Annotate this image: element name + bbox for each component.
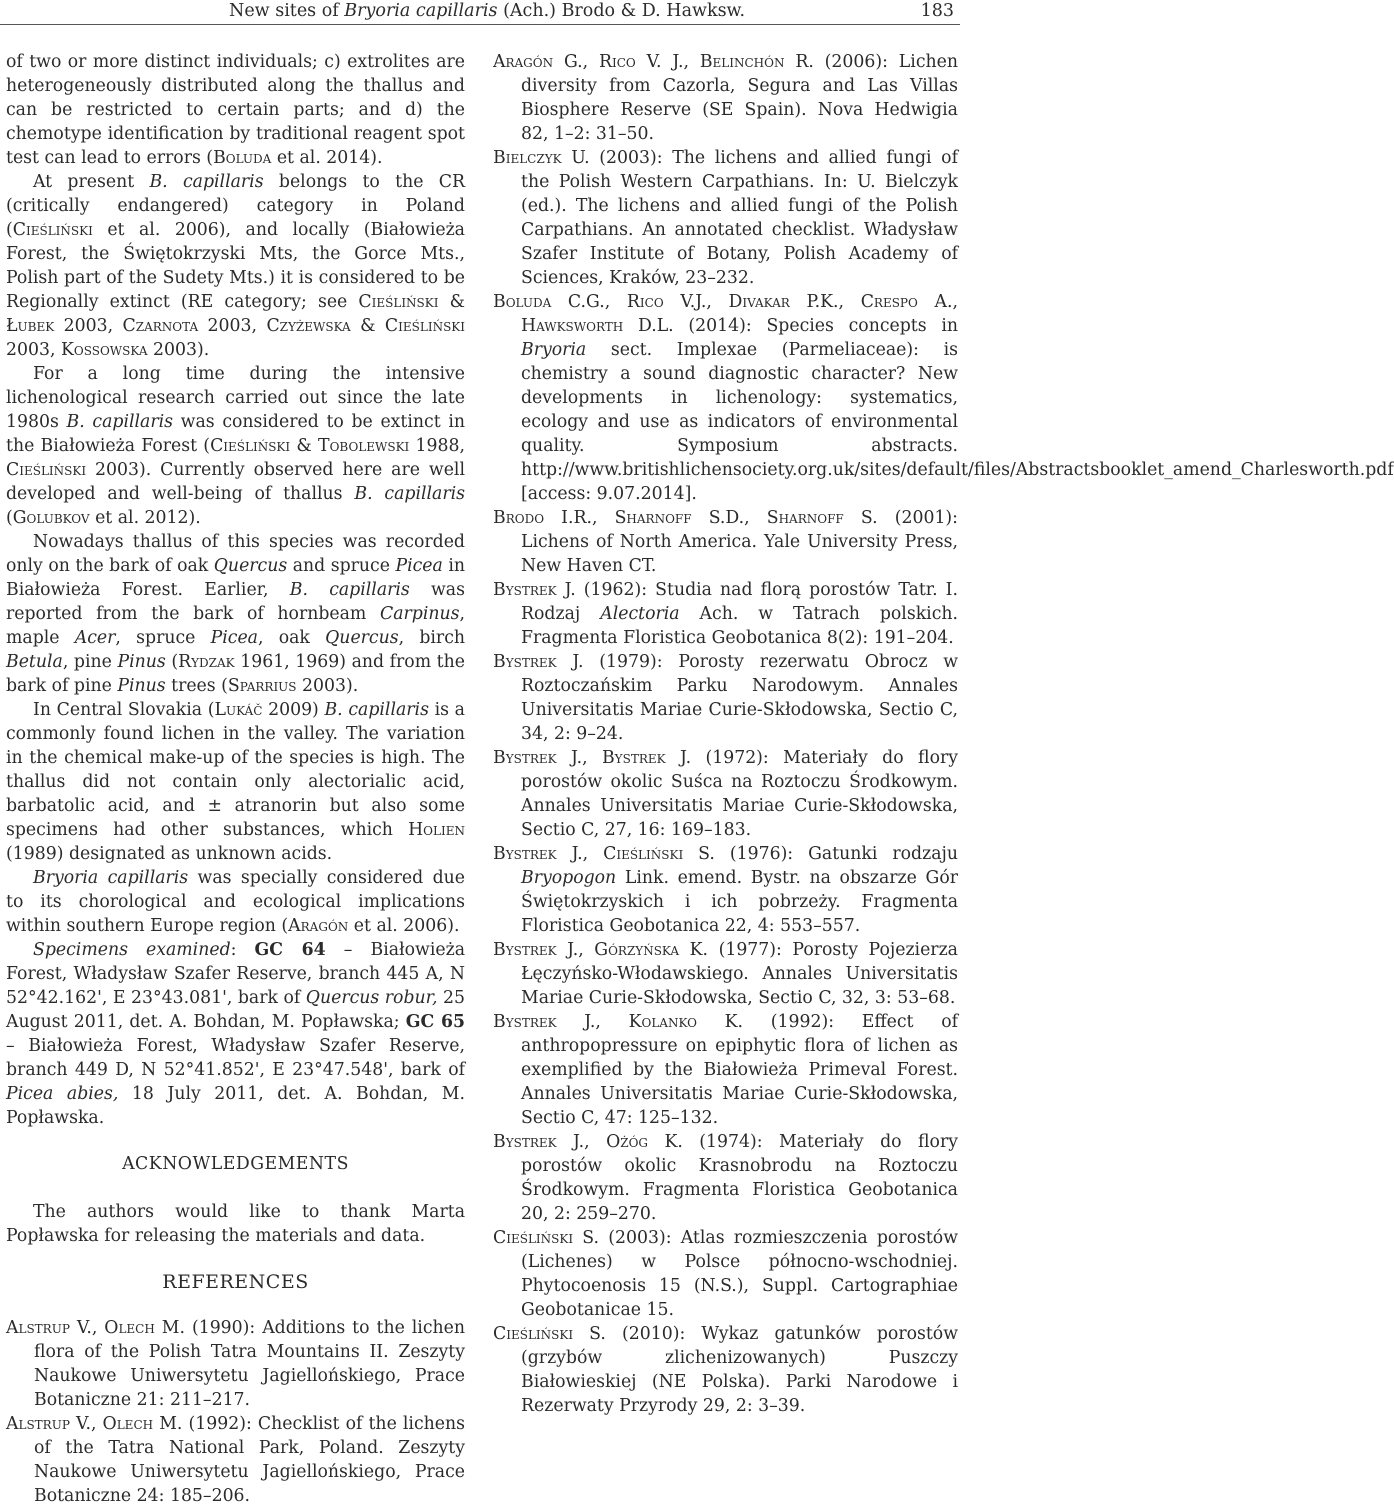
running-title-authority: (Ach.) Brodo & D. Hawksw. (497, 1, 746, 21)
header-rule (0, 24, 960, 25)
reference-entry: Aragón G., Rico V. J., Belinchón R. (2006): Lichen diversity from Cazorla, Segura and Las Villas Biosphere Reserve (SE Spain). Nova Hedwigia 82, 1–2: 31–50. (493, 52, 958, 144)
reference-entry: Bystrek J. (1979): Porosty rezerwatu Obrocz w Roztoczańskim Parku Narodowym. Annales Universitatis Mariae Curie-Skłodowska, Sectio C, 34, 2: 9–24. (493, 652, 958, 744)
reference-entry: Bystrek J. (1962): Studia nad florą porostów Tatr. I. Rodzaj Alectoria Ach. w Tatrach polskich. Fragmenta Floristica Geobotanica 8(2): 191–204. (493, 580, 958, 648)
reference-entry: Brodo I.R., Sharnoff S.D., Sharnoff S. (2001): Lichens of North America. Yale University Press, New Haven CT. (493, 508, 958, 576)
references-heading: REFERENCES (162, 1271, 309, 1293)
reference-entry: Bystrek J., Bystrek J. (1972): Materiały do flory porostów okolic Suśca na Roztoczu Środkowym. Annales Universitatis Mariae Curie-Skłodowska, Sectio C, 27, 16: 169–183. (493, 748, 958, 840)
acknowledgements-text: The authors would like to thank Marta Popławska for releasing the materials and data. (6, 1202, 465, 1246)
reference-entry: Bystrek J., Ożóg K. (1974): Materiały do flory porostów okolic Krasnobrodu na Roztoczu Środkowym. Fragmenta Floristica Geobotanica 20, 2: 259–270. (493, 1132, 958, 1224)
paragraph-chorology: Bryoria capillaris was specially considered due to its chorological and ecological implications within southern Europe region (Aragón et al. 2006). (6, 868, 465, 936)
paragraph-conservation-status: At present B. capillaris belongs to the CR (critically endangered) category in Poland (Cieśliński et al. 2006), and locally (Białowieża Forest, the Świętokrzyski Mts, the Gorce Mts., Polish part of the Sudety Mts.) it is considered to be Regionally extinct (RE category; see Cieśliński & Łubek 2003, Czarnota 2003, Czyżewska & Cieśliński 2003, Kossowska 2003). (6, 172, 466, 360)
right-column (493, 50, 1394, 1418)
reference-entry: Alstrup V., Olech M. (1990): Additions to the lichen flora of the Polish Tatra Mountains II. Zeszyty Naukowe Uniwersytetu Jagiellońskiego, Prace Botaniczne 21: 211–217. (6, 1318, 465, 1410)
paragraph-continued: of two or more distinct individuals; c) extrolites are heterogeneously distributed along the thallus and can be restricted to certain parts; and d) the chemotype identification by traditional reagent spot test can lead to errors (Boluda et al. 2014). (6, 52, 465, 168)
left-column (6, 50, 465, 1508)
paragraph-slovakia: In Central Slovakia (Lukáč 2009) B. capillaris is a commonly found lichen in the valley. The variation in the chemical make-up of the species is high. The thallus did not contain only alectorialic acid, barbatolic acid, and ± atranorin but also some specimens had other substances, which Holien (1989) designated as unknown acids. (6, 700, 465, 864)
running-title-text: New sites of (229, 1, 345, 21)
page-number: 183 (920, 1, 954, 21)
acknowledgements-heading: ACKNOWLEDGEMENTS (122, 1154, 349, 1174)
paragraph-substrates: Nowadays thallus of this species was recorded only on the bark of oak Quercus and spruce Picea in Białowieża Forest. Earlier, B. capillaris was reported from the bark of hornbeam Carpinus, maple Acer, spruce Picea, oak Quercus, birch Betula, pine Pinus (Rydzak 1961, 1969) and from the bark of pine Pinus trees (Sparrius 2003). (6, 532, 466, 696)
paragraph-history: For a long time during the intensive lichenological research carried out since the late 1980s B. capillaris was considered to be extinct in the Białowieża Forest (Cieśliński & Tobolewski 1988, Cieśliński 2003). Currently observed here are well developed and well-being of thallus B. capillaris (Golubkov et al. 2012). (6, 364, 466, 528)
reference-entry: Cieśliński S. (2010): Wykaz gatunków porostów (grzybów zlichenizowanych) Puszczy Białowieskiej (NE Polska). Parki Narodowe i Rezerwaty Przyrody 29, 2: 3–39. (493, 1324, 958, 1416)
running-header (0, 0, 960, 26)
reference-entry: Bystrek J., Górzyńska K. (1977): Porosty Pojezierza Łęczyńsko-Włodawskiego. Annales Universitatis Mariae Curie-Skłodowska, Sectio C, 32, 3: 53–68. (493, 940, 958, 1008)
reference-entry: Bystrek J., Cieśliński S. (1976): Gatunki rodzaju Bryopogon Link. emend. Bystr. na obszarze Gór Świętokrzyskich i ich pobrzeży. Fragmenta Floristica Geobotanica 22, 4: 553–557. (493, 844, 958, 936)
running-title-species: Bryoria capillaris (344, 1, 498, 21)
reference-entry: Bystrek J., Kolanko K. (1992): Effect of anthropopressure on epiphytic flora of lichen as exemplified by the Białowieża Primeval Forest. Annales Universitatis Mariae Curie-Skłodowska, Sectio C, 47: 125–132. (493, 1012, 958, 1128)
paragraph-specimens: Specimens examined: GC 64 – Białowieża Forest, Władysław Szafer Reserve, branch 445 A, N 52°42.162', E 23°43.081', bark of Quercus robur, 25 August 2011, det. A. Bohdan, M. Popławska; GC 65 – Białowieża Forest, Władysław Szafer Reserve, branch 449 D, N 52°41.852', E 23°47.548', bark of Picea abies, 18 July 2011, det. A. Bohdan, M. Popławska. (6, 940, 466, 1128)
reference-entry: Boluda C.G., Rico V.J., Divakar P.K., Crespo A., Hawksworth D.L. (2014): Species concepts in Bryoria sect. Implexae (Parmeliaceae): is chemistry a sound diagnostic character? New developments in lichenology: systematics, ecology and use as indicators of environmental quality. Symposium abstracts. http://www.britishlichensociety.org.uk/sites/default/files/Abstractsbooklet_amend_Charlesworth.pdf [access: 9.07.2014]. (493, 292, 1394, 504)
reference-entry: Cieśliński S. (2003): Atlas rozmieszczenia porostów (Lichenes) w Polsce północno-wschodniej. Phytocoenosis 15 (N.S.), Suppl. Cartographiae Geobotanicae 15. (493, 1228, 958, 1320)
reference-entry: Bielczyk U. (2003): The lichens and allied fungi of the Polish Western Carpathians. In: U. Bielczyk (ed.). The lichens and allied fungi of the Polish Carpathians. An annotated checklist. Władysław Szafer Institute of Botany, Polish Academy of Sciences, Kraków, 23–232. (493, 148, 958, 288)
reference-entry: Alstrup V., Olech M. (1992): Checklist of the lichens of the Tatra National Park, Poland. Zeszyty Naukowe Uniwersytetu Jagiellońskiego, Prace Botaniczne 24: 185–206. (6, 1414, 465, 1506)
running-title (229, 0, 745, 22)
